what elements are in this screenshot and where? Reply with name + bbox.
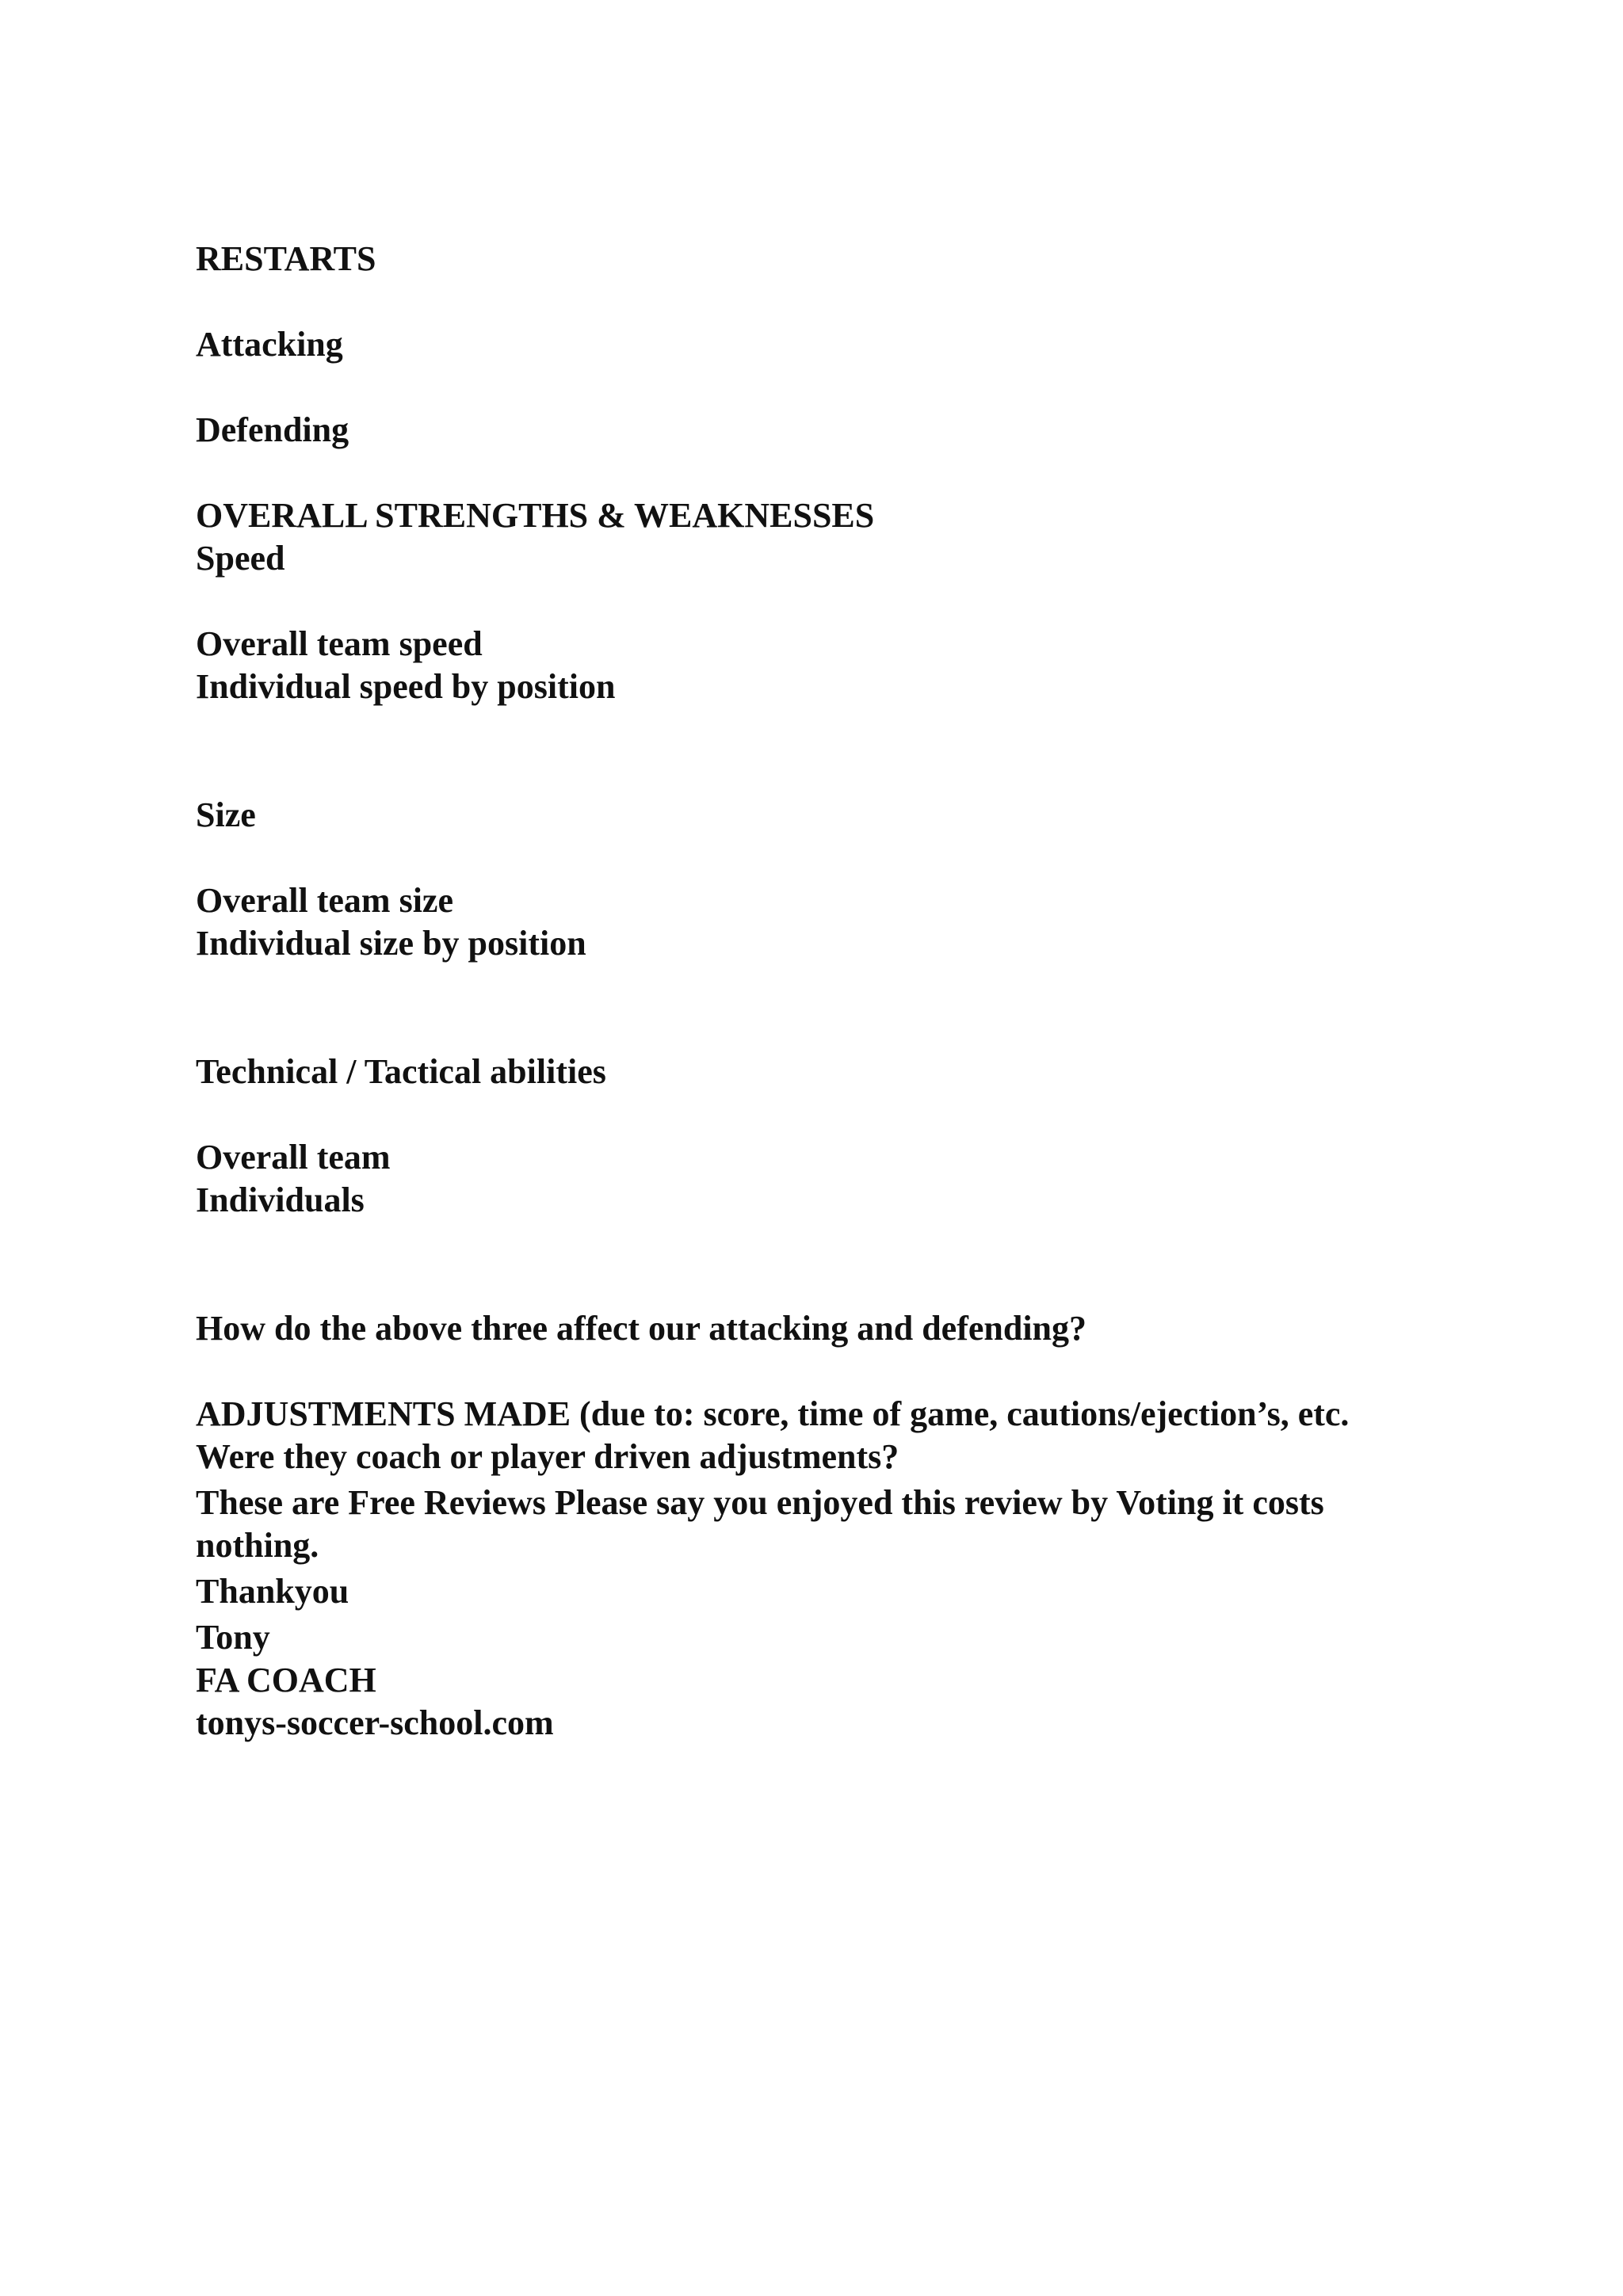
restarts-heading: RESTARTS: [196, 239, 376, 278]
website-text: tonys-soccer-school.com: [196, 1703, 554, 1742]
adjustments-heading: ADJUSTMENTS MADE (due to: score, time of game, cautions/ejection’s, etc.: [196, 1394, 1350, 1433]
overall-strengths-heading: OVERALL STRENGTHS & WEAKNESSES: [196, 496, 875, 535]
signature-title: FA COACH: [196, 1661, 376, 1699]
technical-heading: Technical / Tactical abilities: [196, 1052, 606, 1091]
adjustments-question: Were they coach or player driven adjustments?: [196, 1437, 899, 1476]
free-reviews-note: These are Free Reviews Please say you enjoyed this review by Voting it costs: [196, 1483, 1324, 1522]
defending-label: Defending: [196, 410, 349, 449]
technical-item: Overall team: [196, 1138, 391, 1177]
speed-item: Overall team speed: [196, 624, 483, 663]
speed-heading: Speed: [196, 539, 285, 578]
size-heading: Size: [196, 795, 256, 834]
speed-item: Individual speed by position: [196, 667, 616, 706]
summary-question: How do the above three affect our attacking and defending?: [196, 1309, 1087, 1348]
free-reviews-note-continued: nothing.: [196, 1526, 319, 1565]
thanks-text: Thankyou: [196, 1572, 349, 1611]
size-item: Individual size by position: [196, 924, 586, 963]
attacking-label: Attacking: [196, 325, 343, 364]
size-item: Overall team size: [196, 881, 453, 920]
signature-name: Tony: [196, 1618, 270, 1657]
technical-item: Individuals: [196, 1180, 365, 1219]
